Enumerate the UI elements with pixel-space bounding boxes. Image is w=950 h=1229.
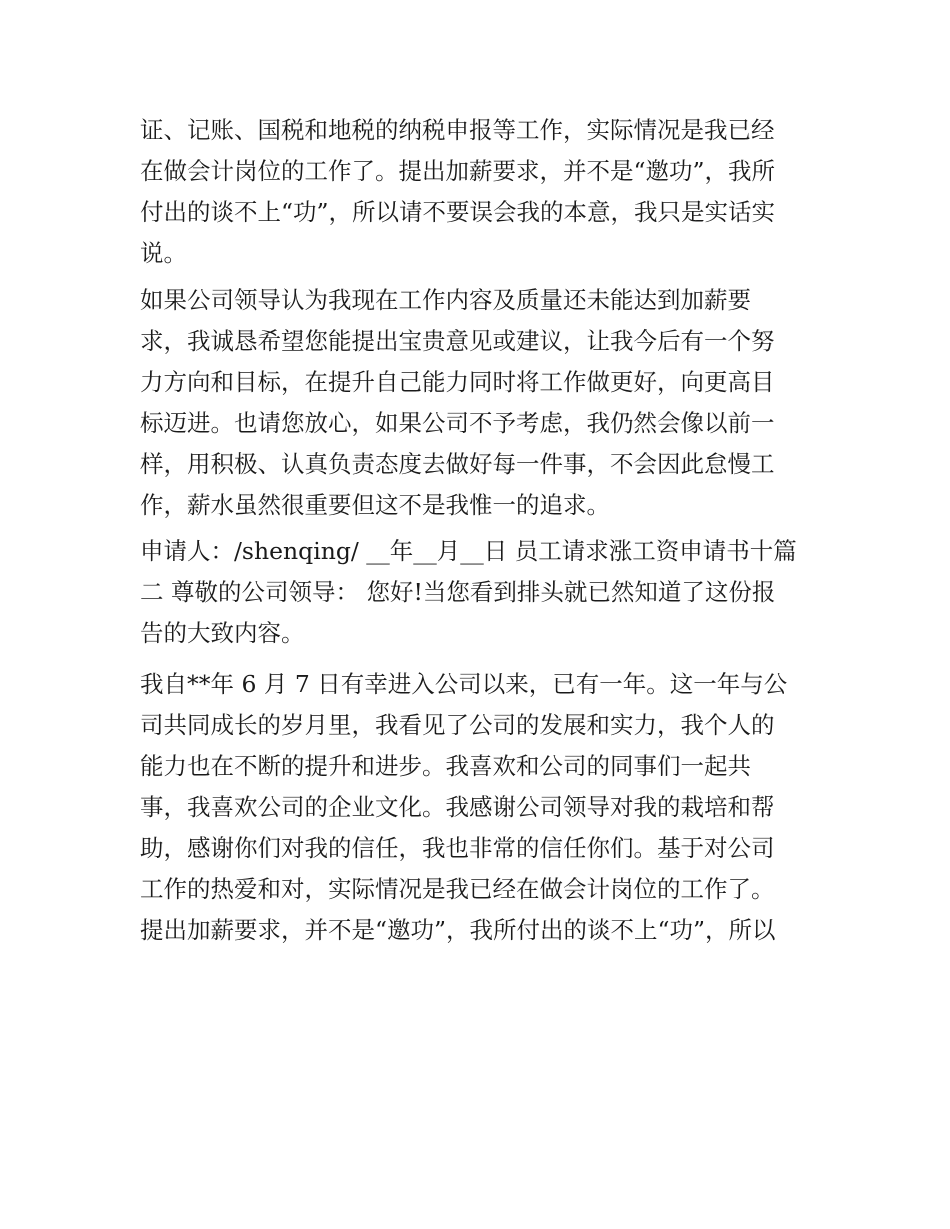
text-line: 工作的热爱和对，实际情况是我已经在做会计岗位的工作了。 [140,875,775,903]
document-page [140,110,812,951]
paragraph-4 [140,664,812,951]
text-line: 力方向和目标，在提升自己能力同时将工作做更好，向更高目 [140,367,775,396]
text-line: 证、记账、国税和地税的纳税申报等工作，实际情况是我已经 [140,116,775,144]
text-line: 求，我诚恳希望您能提出宝贵意见或建议，让我今后有一个努 [140,326,775,355]
text-line: 能力也在不断的提升和进步。我喜欢和公司的同事们一起共 [140,752,751,780]
text-line: 申请人：/shenqing/ __年__月__日 员工请求涨工资申请书十篇 [140,537,797,565]
text-line: 告的大致内容。 [140,619,305,647]
text-line: 提出加薪要求，并不是“邀功”，我所付出的谈不上“功”，所以 [140,916,776,944]
paragraph-1 [140,110,812,274]
text-line: 我自**年 6 月 7 日有幸进入公司以来，已有一年。这一年与公 [140,670,788,698]
text-line: 作，薪水虽然很重要但这不是我惟一的追求。 [140,490,610,519]
text-line: 付出的谈不上“功”，所以请不要误会我的本意，我只是实话实 [140,198,776,226]
text-line: 在做会计岗位的工作了。提出加薪要求，并不是“邀功”，我所 [140,157,776,185]
text-line: 样，用积极、认真负责态度去做好每一件事，不会因此怠慢工 [140,449,775,478]
text-line: 二 尊敬的公司领导： 您好!当您看到排头就已然知道了这份报 [140,578,776,606]
paragraph-3 [140,531,812,654]
text-line: 说。 [140,239,187,267]
paragraph-2 [140,280,812,526]
text-line: 标迈进。也请您放心，如果公司不予考虑，我仍然会像以前一 [140,408,775,437]
text-line: 司共同成长的岁月里，我看见了公司的发展和实力，我个人的 [140,711,775,739]
text-line: 如果公司领导认为我现在工作内容及质量还未能达到加薪要 [140,285,751,314]
text-line: 事，我喜欢公司的企业文化。我感谢公司领导对我的栽培和帮 [140,793,775,821]
text-line: 助，感谢你们对我的信任，我也非常的信任你们。基于对公司 [140,834,775,862]
